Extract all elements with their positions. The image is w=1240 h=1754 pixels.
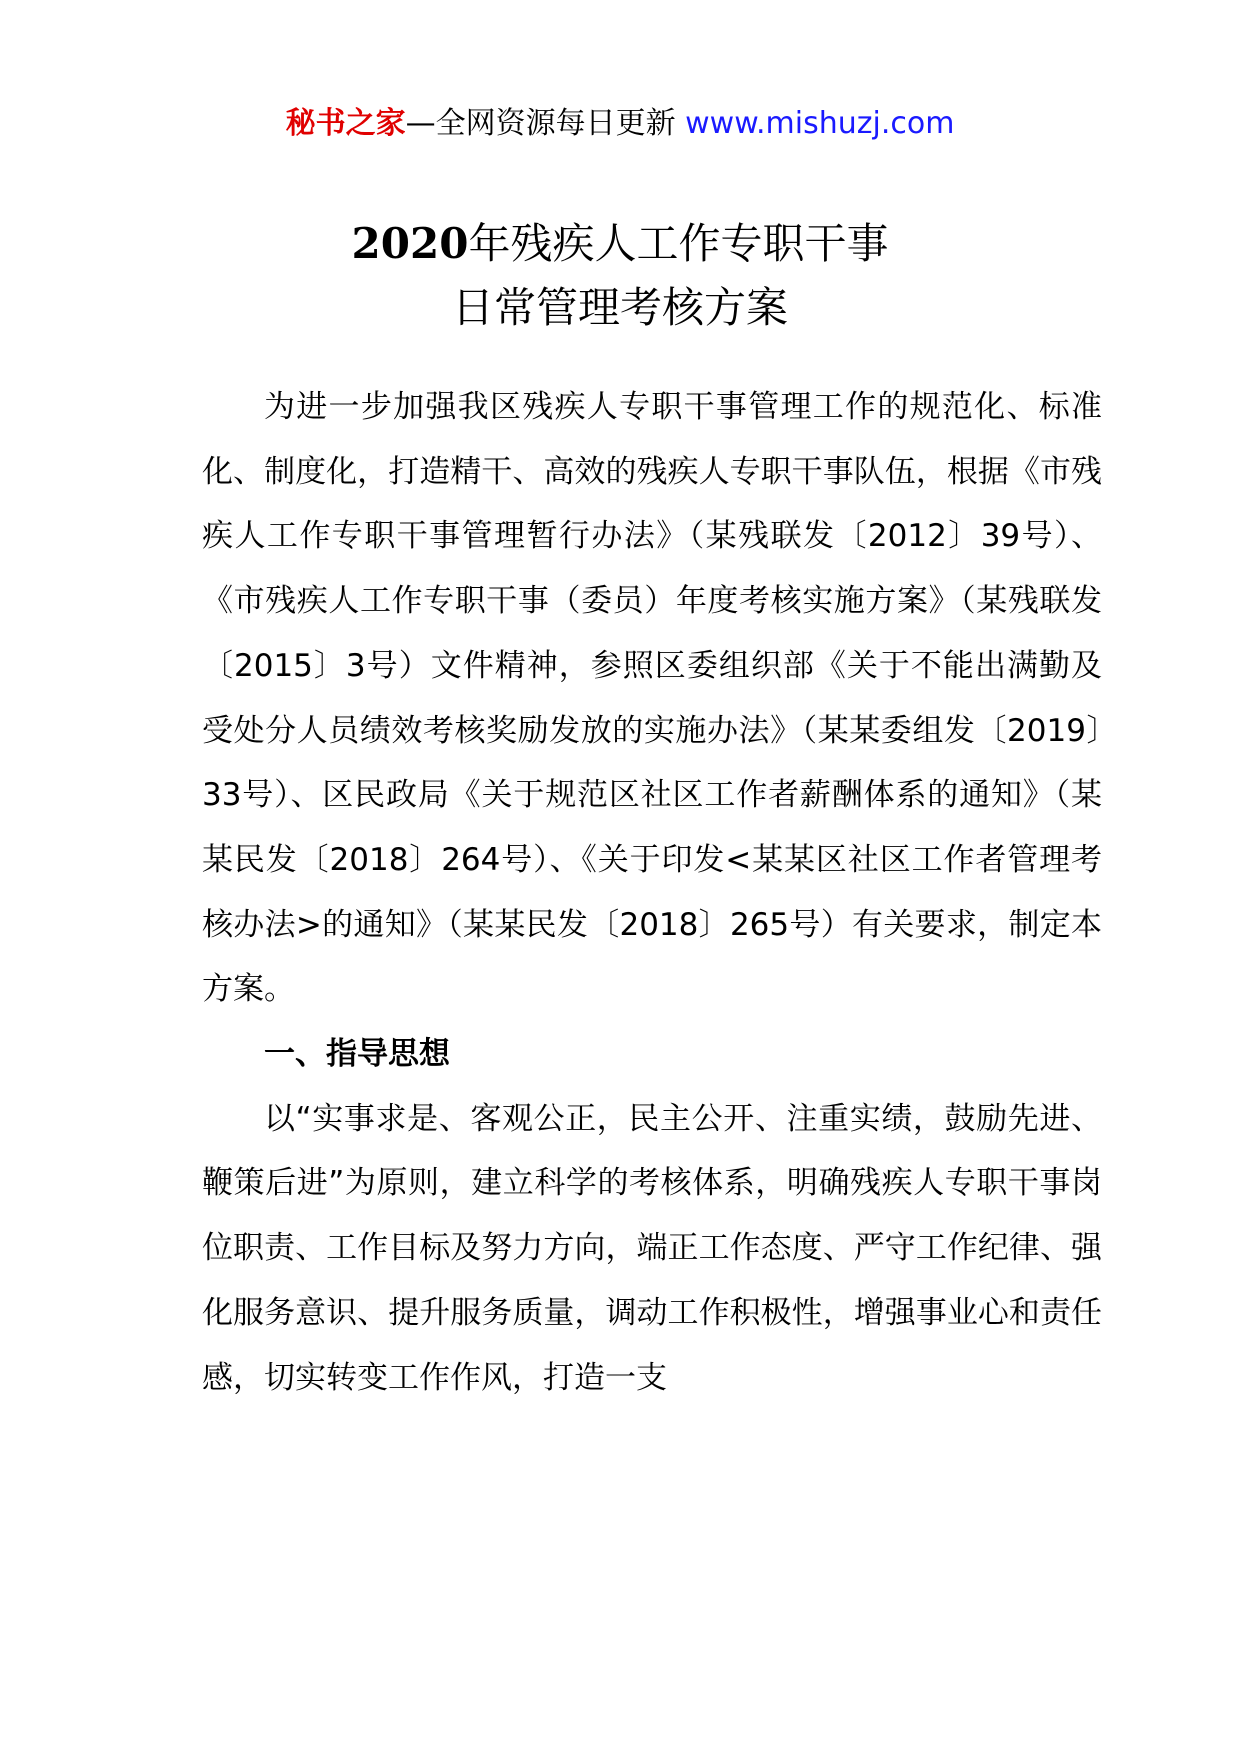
document-title-line-2: 日常管理考核方案: [451, 283, 788, 332]
site-header: [0, 104, 1240, 144]
document-title-line-1: [0, 216, 1240, 272]
section-paragraph-guiding-ideology: 以“实事求是、客观公正，民主公开、注重实绩，鼓励先进、鞭策后进”为原则，建立科学的考核体系，明确残疾人专职干事岗位职责、工作目标及努力方向，端正工作态度、严守工作纪律、强化服务意识、提升服务质量，调动工作积极性，增强事业心和责任感，切实转变工作作风，打造一支: [202, 1100, 1102, 1396]
site-url-link[interactable]: www.mishuzj.com: [685, 106, 955, 141]
intro-paragraph: 为进一步加强我区残疾人专职干事管理工作的规范化、标准化、制度化，打造精干、高效的残疾人专职干事队伍，根据《市残疾人工作专职干事管理暂行办法》（某残联发〔2012〕39号）、《市残疾人工作专职干事（委员）年度考核实施方案》（某残联发〔2015〕3号）文件精神，参照区委组织部《关于不能出满勤及受处分人员绩效考核奖励发放的实施办法》（某某委组发〔2019〕33号）、区民政局《关于规范区社区工作者薪酬体系的通知》（某某民发〔2018〕264号）、《关于印发<某某区社区工作者管理考核办法>的通知》（某某民发〔2018〕265号）有关要求，制定本方案。: [202, 389, 1102, 1008]
title-year: 2020: [351, 219, 469, 268]
brand-name: 秘书之家: [285, 106, 406, 141]
header-slogan: —全网资源每日更新: [405, 106, 676, 141]
title-line-1-text: 年残疾人工作专职干事: [468, 219, 889, 268]
document-body: [202, 375, 1102, 1410]
section-heading-guiding-ideology: 一、指导思想: [264, 1036, 450, 1073]
